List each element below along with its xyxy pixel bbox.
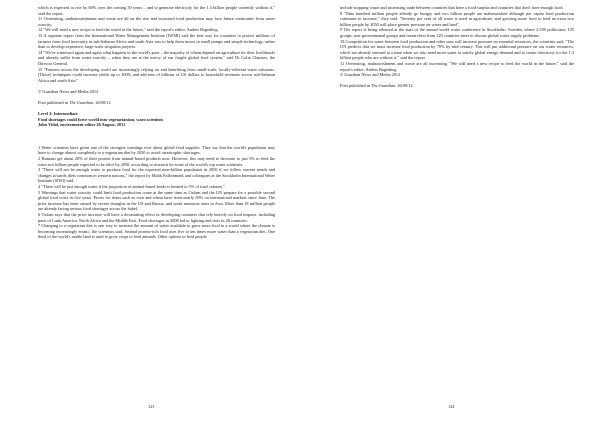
copyright-line: © Guardian News and Media 2012 (340, 72, 401, 78)
paragraph: 12 "We will need a new recipe to feed the world in the future," said the report's editor, Anders Bagenkog. (38, 27, 219, 33)
published-date: , 26/08/12 (395, 83, 413, 89)
published-source: The Guardian (371, 83, 396, 89)
paragraph: 14 "We've witnessed again and again what happens to the world's poor – the majority of whom depend on agriculture for their livelihoods and already suffer from water scarcity – when they are at the mercy of our fragile global food system," said Dr Colin Chartres, the Director General. (38, 49, 275, 66)
article-paragraph: 7 Changing to a vegetarian diet is one way to increase the amount of water available to grow more food in a world where the climate is becoming increasingly erratic, the scientists said. Animal protein-rich food uses five to ten times more water than a vegetarian diet. One third of the world's arable land is used to grow crops to feed animals. Other options to feed people (38, 223, 275, 240)
paragraph: 11 Overeating, malnourishment and waste are all increasing. "We will need a new recipe to feed the world in the future," said the report's editor, Anders Bagenkog (340, 60, 574, 72)
article-paragraph: 6 Oxfam says that the price increase will have a devastating effect in developing countries that rely heavily on food imports, including parts of Latin America, North Africa and the Middle East. Food shortages in 2008 led to fighting and riots in 28 countries. (38, 211, 275, 223)
paragraph: 13 A separate report from the International Water Management Institute (IWMI) said the best way for countries to protect millions of farmers from food insecurity in sub-Saharan Africa and south Asia was to help them invest in small pumps and simple technology, rather than to develop expensive, large-scale irrigation projects. (38, 32, 275, 50)
left-text-column (38, 5, 275, 240)
article-paragraph: 1 Water scientists have given one of the strongest warnings ever about global food supplies. They say that the world's population may have to change almost completely to a vegetarian diet by 2050 to avoid catastrophic shortages. (38, 144, 275, 156)
published-source: The Guardian (69, 100, 94, 106)
published-prefix: First published in (340, 83, 372, 89)
article-paragraph: 2 Humans get about 20% of their protein from animal-based products now. However, this may need to decrease to just 5% to feed the extra two billion people expected to be alive by 2050, according to research by some of the world's top water scientists. (38, 156, 275, 167)
paragraph: 10 Competition for water between food production and other uses will increase pressure on essential resources, the scientists said. "The UN predicts that we must increase food production by 70% by mid-century. This will put additional pressure on our water resources, which are already stressed at a time when we also need more water to satisfy global energy demand and to create electricity for the 1.3 billion people who are without it," said the report. (340, 38, 574, 61)
copyright-line: © Guardian News and Media 2012 (38, 88, 99, 94)
published-date: , 26/08/12 (93, 100, 111, 106)
page-number: 123 (148, 404, 155, 409)
article-byline: John Vidal, environment editor 26 August, 2012 (38, 122, 126, 128)
paragraph: include stopping waste and increasing trade between countries that have a food surplus and countries that don't have enough food. (340, 5, 564, 10)
paragraph: 8 "Nine hundred million people already go hungry and two billion people are malnourished although per capita food production continues to increase," they said. "Seventy per cent of all water is used in agriculture, and growing more food to feed an extra two billion people by 2050 will place greater pressure on water and land". (340, 10, 574, 27)
published-prefix: First published in (38, 100, 70, 106)
paragraph: 9 The report is being released at the start of the annual world water conference in Stockholm, Sweden, where 2,500 politicians, UN groups, non-governmental groups and researchers from 120 countries meet to discuss global water supply problems. (340, 27, 574, 38)
paragraph: 11 Overeating, undernourishment and waste are all on the rise and increased food production may face future constraints from water scarcity. (38, 16, 275, 27)
article-paragraph: 5 Warnings that water scarcity could limit food production come at the same time as Oxfam and the UN prepare for a possible second global food crisis in five years. Prices for items such as corn and wheat have risen nearly 50% on international markets since June. The price increase has been caused by severe droughts in the US and Russia, and weak monsoon rains in Asia. More than 18 million people are already facing serious food shortages across the Sahel. (38, 189, 275, 212)
article-paragraph: 3 "There will not be enough water to produce food for the expected nine-billion population in 2050 if we follow current trends and changes towards diets common in western nations," the report by Malik Falkenmark and colleagues at the Stockholm International Water Institute (SIWI) said. (38, 167, 275, 184)
article-headline: Food shortages could force world into vegetarianism, warn scientists (38, 116, 164, 122)
paragraph: which is expected to rise by 60% over the coming 30 years – and to generate electricity for the 1.3 billion people currently without it," said the report. (38, 5, 275, 16)
level-label: Level 2: Intermediate (38, 111, 78, 117)
paragraph: 15 "Farmers across the developing world are increasingly relying on and benefiting from small-scale, locally-relevant water solutions. [These] techniques could increase yields up to 300% and add tens of billions of US dollars to household revenues across sub-Saharan Africa and south Asia." (38, 66, 275, 83)
article-paragraph: 4 "There will be just enough water if the proportion of animal-based foods is limited to 5% of total calories." (38, 184, 226, 189)
right-text-column (340, 5, 574, 89)
page-number: 124 (448, 404, 455, 409)
publication-line (340, 83, 574, 89)
